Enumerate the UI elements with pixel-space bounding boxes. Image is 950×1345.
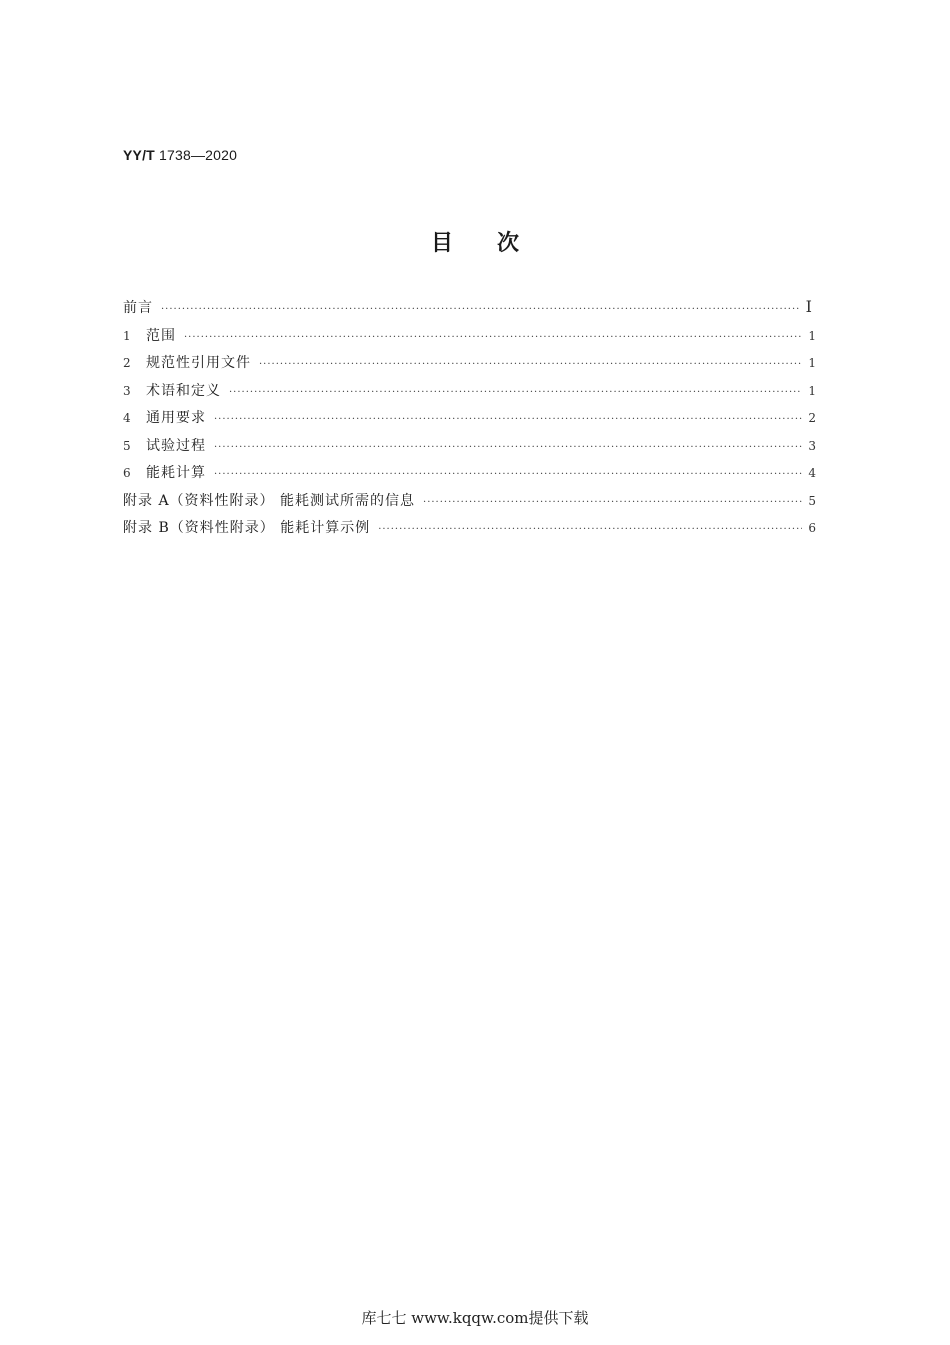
toc-leader-dots	[423, 497, 802, 508]
toc-entry-energy-calculation[interactable]	[123, 462, 816, 490]
toc-leader-dots	[161, 304, 800, 315]
toc-entry-label: 能耗计算	[146, 465, 206, 481]
toc-entry-number: 2	[123, 356, 131, 370]
toc-entry-page: 1	[808, 328, 816, 343]
toc-entry-number: 3	[123, 383, 131, 398]
standard-prefix: YY/T	[123, 147, 155, 163]
toc-leader-dots	[378, 524, 802, 535]
toc-entry-label: 术语和定义	[146, 382, 221, 399]
toc-entry-number: 1	[123, 328, 131, 343]
toc-entry-label: 规范性引用文件	[146, 355, 251, 371]
toc-entry-label: 附录 A（资料性附录） 能耗测试所需的信息	[123, 492, 416, 509]
toc-entry-appendix-b[interactable]	[123, 517, 816, 545]
toc-entry-foreword[interactable]	[123, 297, 816, 325]
toc-leader-dots	[184, 332, 802, 343]
toc-leader-dots	[214, 442, 802, 453]
toc-entry-label: 范围	[146, 327, 176, 344]
toc-entry-number: 6	[123, 466, 131, 480]
toc-entry-label: 通用要求	[146, 410, 206, 426]
toc-entry-page: 3	[808, 438, 816, 453]
standard-number: 1738—2020	[159, 147, 238, 163]
toc-entry-page: 4	[808, 466, 816, 480]
toc-leader-dots	[214, 469, 802, 480]
table-of-contents	[123, 297, 816, 545]
toc-entry-page: I	[805, 297, 812, 316]
toc-entry-terms-definitions[interactable]	[123, 380, 816, 408]
toc-entry-normative-references[interactable]	[123, 352, 816, 380]
toc-entry-number: 5	[123, 438, 131, 453]
page-title: 目次	[430, 231, 563, 256]
toc-entry-page: 1	[808, 383, 816, 398]
toc-entry-number: 4	[123, 411, 131, 425]
download-source-footer: 库七七 www.kqqw.com提供下载	[361, 1309, 589, 1327]
toc-entry-scope[interactable]	[123, 325, 816, 353]
toc-leader-dots	[214, 414, 802, 425]
toc-entry-page: 2	[808, 411, 816, 425]
toc-entry-label: 前言	[123, 300, 153, 316]
toc-leader-dots	[259, 359, 802, 370]
toc-entry-test-procedure[interactable]	[123, 435, 816, 463]
toc-leader-dots	[229, 387, 802, 398]
standard-code	[123, 147, 237, 163]
toc-entry-appendix-a[interactable]	[123, 490, 816, 518]
toc-entry-label: 附录 B（资料性附录） 能耗计算示例	[123, 520, 371, 536]
toc-entry-page: 6	[808, 521, 816, 535]
toc-entry-page: 1	[808, 356, 816, 370]
toc-entry-general-requirements[interactable]	[123, 407, 816, 435]
toc-entry-page: 5	[808, 493, 816, 508]
toc-entry-label: 试验过程	[146, 437, 206, 454]
